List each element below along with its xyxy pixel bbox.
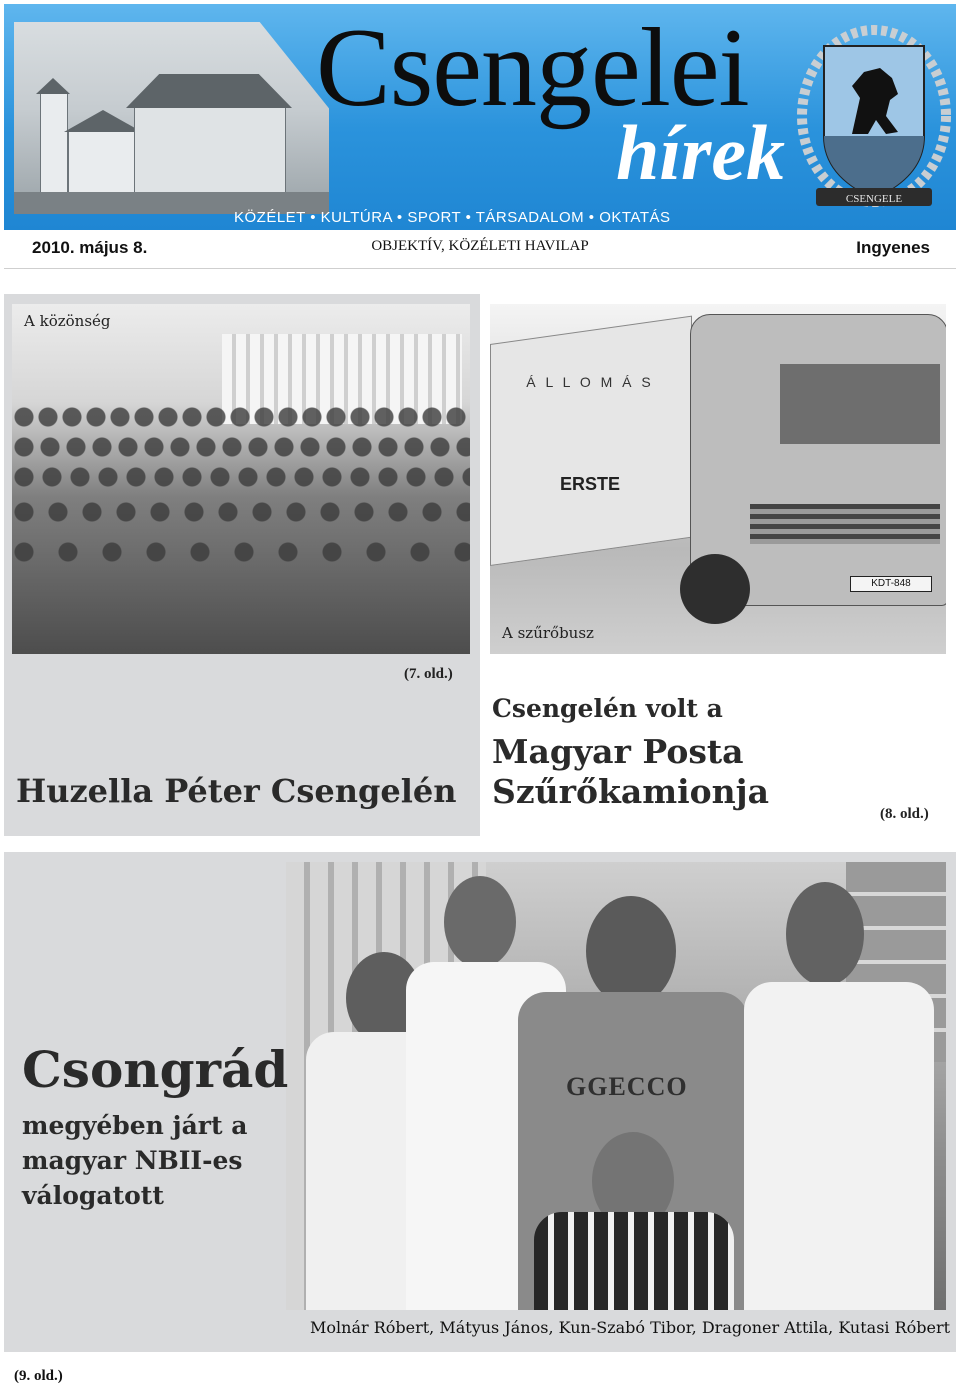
huzella-headline: Huzella Péter Csengelén (16, 772, 457, 810)
nbii-subheadline-line2: magyar NBII-es (22, 1146, 243, 1175)
nbii-headline: Csongrád (22, 1040, 289, 1099)
issue-price: Ingyenes (856, 238, 930, 257)
posta-headline-line1: Magyar Posta (492, 732, 744, 771)
shirt-text: GGECCO (566, 1072, 688, 1101)
truck-bank-logo: ERSTE (560, 474, 621, 494)
masthead-tagline: KÖZÉLET • KULTÚRA • SPORT • TÁRSADALOM • OKTATÁS (234, 209, 671, 226)
audience-photo-caption: A közönség (24, 312, 111, 330)
nbii-subheadline-line3: válogatott (22, 1181, 164, 1210)
nbii-subheadline (22, 1108, 282, 1213)
posta-headline-line2: Szűrőkamionja (492, 772, 769, 811)
church-building-photo (14, 22, 329, 214)
issue-date: 2010. május 8. (32, 238, 148, 257)
masthead-title: Csengelei (316, 6, 749, 130)
team-photo (286, 862, 946, 1310)
crest-label: CSENGELE (845, 193, 903, 205)
nbii-page-ref: (9. old.) (14, 1368, 63, 1384)
audience-photo (12, 304, 470, 654)
masthead-subtitle: hírek (616, 109, 786, 196)
posta-headline (492, 732, 769, 812)
lion-crest-icon (794, 16, 954, 216)
nbii-subheadline-line1: megyében járt a (22, 1111, 248, 1140)
truck-photo-caption: A szűrőbusz (502, 624, 594, 642)
masthead (4, 4, 956, 230)
posta-page-ref: (8. old.) (880, 806, 929, 822)
truck-license-plate: KDT-848 (850, 576, 932, 592)
posta-kicker: Csengelén volt a (492, 694, 723, 723)
huzella-page-ref: (7. old.) (404, 666, 453, 682)
issue-bar (4, 230, 956, 269)
team-photo-caption: Molnár Róbert, Mátyus János, Kun-Szabó Tibor, Dragoner Attila, Kutasi Róbert (310, 1318, 951, 1337)
issue-subtitle: OBJEKTÍV, KÖZÉLETI HAVILAP (371, 238, 589, 254)
screening-truck-photo (490, 304, 946, 654)
truck-side-text: Á L L O M Á S (526, 374, 654, 390)
